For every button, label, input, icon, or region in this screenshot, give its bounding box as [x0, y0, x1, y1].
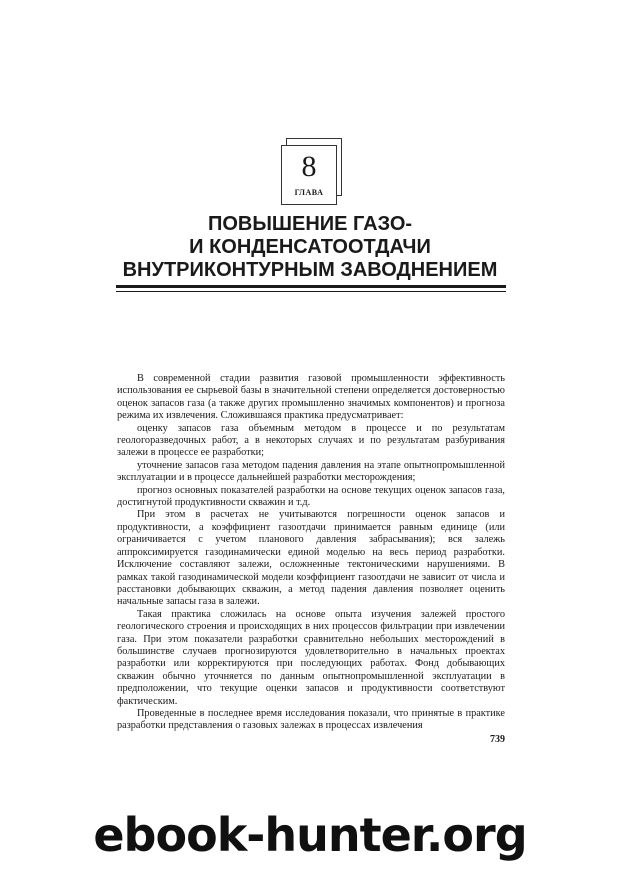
chapter-title-line-2: И КОНДЕНСАТООТДАЧИ [189, 236, 431, 258]
chapter-title-line-3: ВНУТРИКОНТУРНЫМ ЗАВОДНЕНИЕМ [122, 259, 498, 281]
paragraph: уточнение запасов газа методом падения давления на этапе опытнопромышленной эксплуатации и в процессе дальнейшей разработки месторождения; [117, 459, 505, 484]
paragraph: прогноз основных показателей разработки на основе текущих оценок запасов газа, достигнутой продуктивности скважин и т.д. [117, 484, 505, 509]
paragraph: В современной стадии развития газовой промышленности эффективность использования ее сырьевой базы в значительной степени определяется достоверностью оценок запасов газа (а также других промышленно значимых компонентов) и прогноза режима их извлечения. Сложившаяся практика предусматривает: [117, 373, 505, 422]
paragraph: Проведенные в последнее время исследования показали, что принятые в практике разработки представления о газовых залежах в процессах извлечения [117, 707, 505, 732]
title-rule-thick [116, 285, 506, 288]
chapter-title-line-1: ПОВЫШЕНИЕ ГАЗО- [207, 213, 413, 235]
chapter-badge-box [281, 145, 337, 205]
paragraph: оценку запасов газа объемным методом в процессе и по результатам геологоразведочных работ, а в некоторых случаях и по результатам разбуривания залежи в процессе ее разработки; [117, 422, 505, 459]
chapter-label: ГЛАВА [294, 188, 324, 197]
watermark: ebook-hunter.org [93, 808, 527, 862]
body-text [117, 373, 505, 733]
paragraph: При этом в расчетах не учитываются погрешности оценок запасов и продуктивности, а коэффициент газоотдачи принимается равным единице (или ограничивается с учетом планового давления забрасывания); вся залежь аппроксимируется газодинамически единой моделью на весь период разработки. Исключение составляют залежи, осложненные тектоническими нарушениями. В рамках такой газодинамической модели коэффициент газоотдачи не зависит от числа и расстановки добывающих скважин, а метод падения давления позволяет оценить начальные запасы газа в залежи. [117, 509, 505, 608]
title-rule-thin [116, 291, 506, 292]
chapter-number: 8 [301, 150, 317, 183]
chapter-badge [281, 143, 345, 207]
chapter-title [110, 213, 510, 282]
page-number: 739 [490, 734, 505, 745]
paragraph: Такая практика сложилась на основе опыта изучения залежей простого геологического строения и происходящих в них процессов фильтрации при извлечении газа. При этом показатели разработки сравнительно небольших месторождений в большинстве случаев прогнозируются удовлетворительно в начальных проектах разработки или корректируются при последующих работах. Фонд добывающих скважин обычно уточняется по данным опытнопромышленной эксплуатации в предположении, что текущие оценки запасов и продуктивности соответствуют фактическим. [117, 608, 505, 707]
